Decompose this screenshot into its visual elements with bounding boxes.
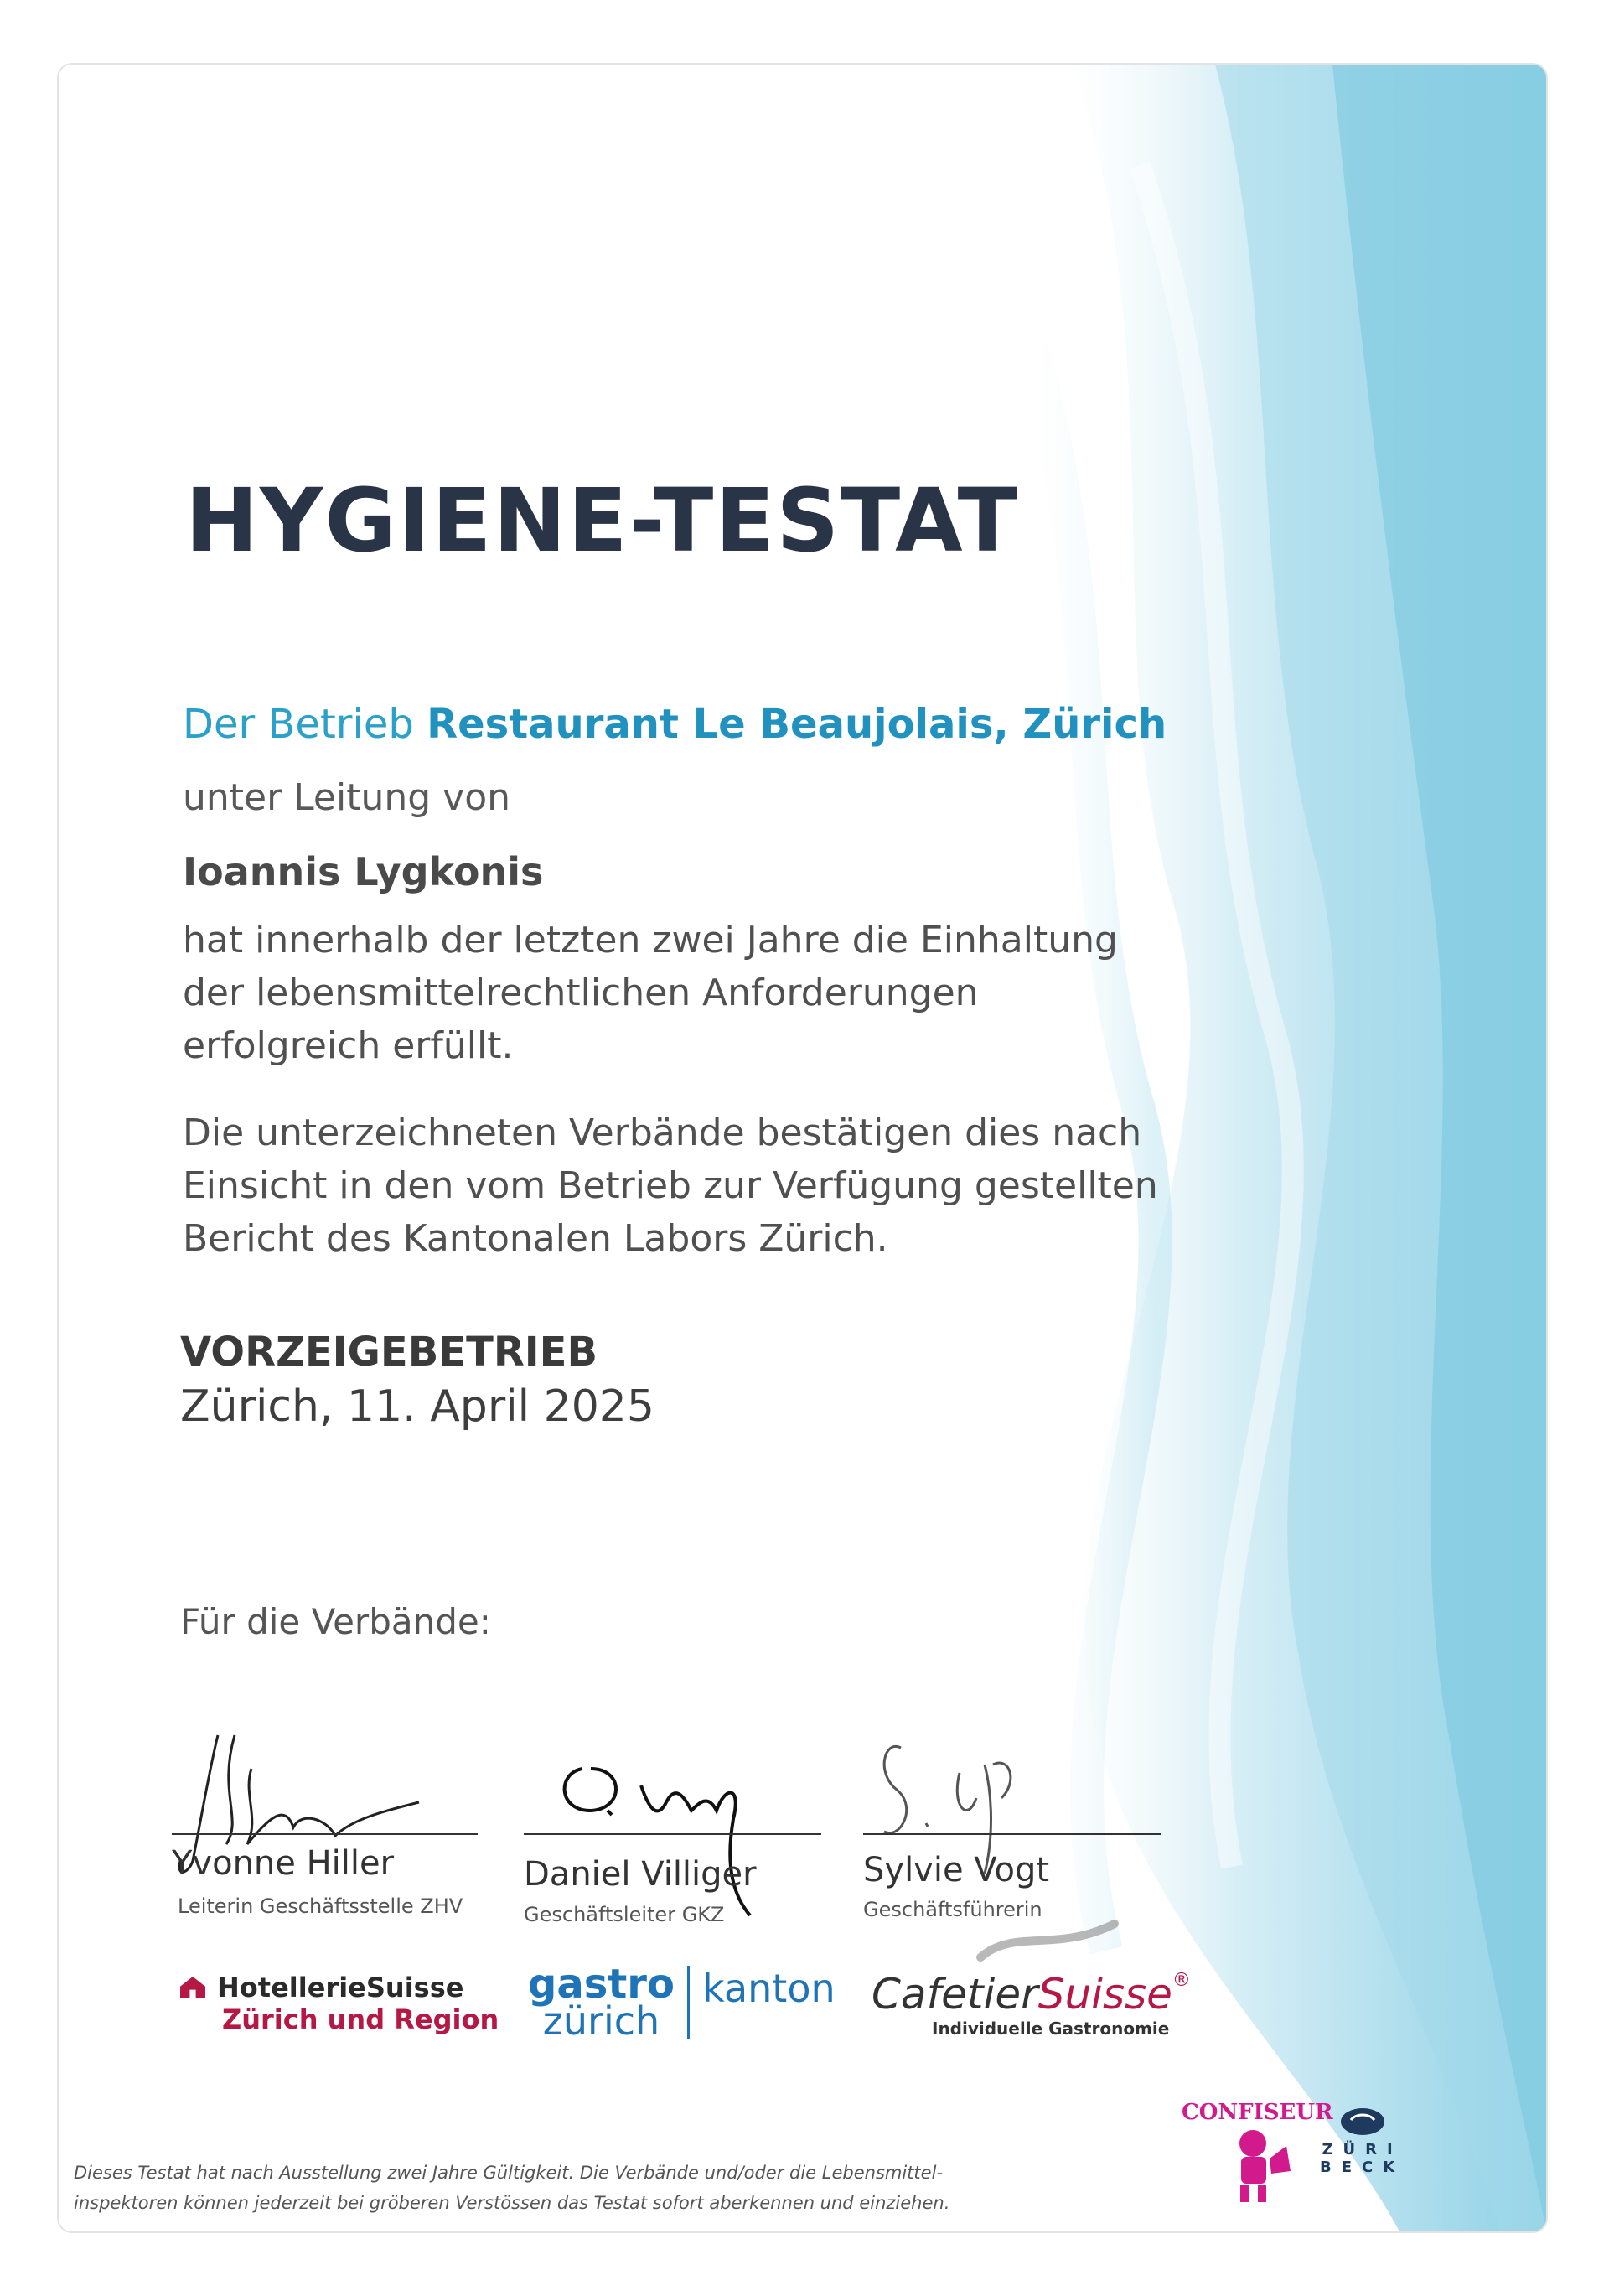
confiseur-logo xyxy=(1182,2100,1333,2208)
signatory-1-name: Yvonne Hiller xyxy=(172,1844,395,1883)
gastro-kanton: kanton xyxy=(702,1966,836,2011)
signatory-1-role: Leiterin Geschäftsstelle ZHV xyxy=(178,1894,463,1918)
hotellerie-line1: HotellerieSuisse xyxy=(217,1972,464,2003)
signature-line-1 xyxy=(172,1833,478,1835)
manager-name: Ioannis Lygkonis xyxy=(183,849,544,894)
gastro-word: gastro xyxy=(528,1961,675,2008)
steam-icon xyxy=(972,1920,1123,1970)
validity-footer: Dieses Testat hat nach Ausstellung zwei Jahre Gültigkeit. Die Verbände und/oder die Lebensmittel- inspektoren können jederzeit bei gröberen Verstössen das Testat sofort aberkennen und einziehen. xyxy=(74,2163,950,2213)
cafetier-word: Cafetier xyxy=(872,1970,1038,2019)
confiseur-chef-icon xyxy=(1219,2125,1295,2205)
certificate-title: HYGIENE-TESTAT xyxy=(185,469,1019,572)
registered-mark: ® xyxy=(1172,1970,1191,1991)
intro-prefix: Der Betrieb xyxy=(183,701,414,748)
compliance-text: hat innerhalb der letzten zwei Jahre die Einhaltung der lebensmittelrechtlichen Anforderungen erfolgreich erfüllt. xyxy=(183,919,1118,1067)
signatory-2-role: Geschäftsleiter GKZ xyxy=(524,1903,725,1926)
cafetiersuisse-logo xyxy=(872,1970,1191,2039)
house-icon xyxy=(180,1977,205,1998)
confirmation-text: Die unterzeichneten Verbände bestätigen dies nach Einsicht in den vom Betrieb zur Verfügung gestellten Bericht des Kantonalen Labors Zürich. xyxy=(183,1112,1158,1260)
zueribeck-logo xyxy=(1320,2100,1405,2176)
gastro-city: zürich xyxy=(542,1998,660,2044)
signatory-3-name: Sylvie Vogt xyxy=(863,1851,1050,1889)
signatory-2-name: Daniel Villiger xyxy=(524,1855,757,1894)
signatories-label: Für die Verbände: xyxy=(180,1601,491,1642)
business-line xyxy=(183,701,1167,748)
zueri-text: ZÜRI xyxy=(1322,2141,1403,2159)
gastrozuerich-logo xyxy=(528,1961,836,2044)
status-label: VORZEIGEBETRIEB xyxy=(180,1329,598,1376)
bread-icon xyxy=(1337,2100,1388,2138)
signature-line-2 xyxy=(524,1833,821,1835)
management-label: unter Leitung von xyxy=(183,776,510,819)
place-date: Zürich, 11. April 2025 xyxy=(180,1381,654,1432)
beck-text: BECK xyxy=(1320,2159,1405,2176)
signature-line-3 xyxy=(863,1833,1161,1835)
cafetier-subline: Individuelle Gastronomie xyxy=(932,2019,1170,2039)
hotelleriesuisse-logo xyxy=(180,1972,499,2035)
logo-divider xyxy=(687,1966,690,2039)
confiseur-text: CONFISEUR xyxy=(1182,2100,1333,2125)
business-name: Restaurant Le Beaujolais, Zürich xyxy=(427,701,1167,748)
signatory-3-role: Geschäftsführerin xyxy=(863,1898,1042,1921)
hotellerie-line2: Zürich und Region xyxy=(222,2003,499,2035)
suisse-word: Suisse xyxy=(1037,1970,1172,2019)
